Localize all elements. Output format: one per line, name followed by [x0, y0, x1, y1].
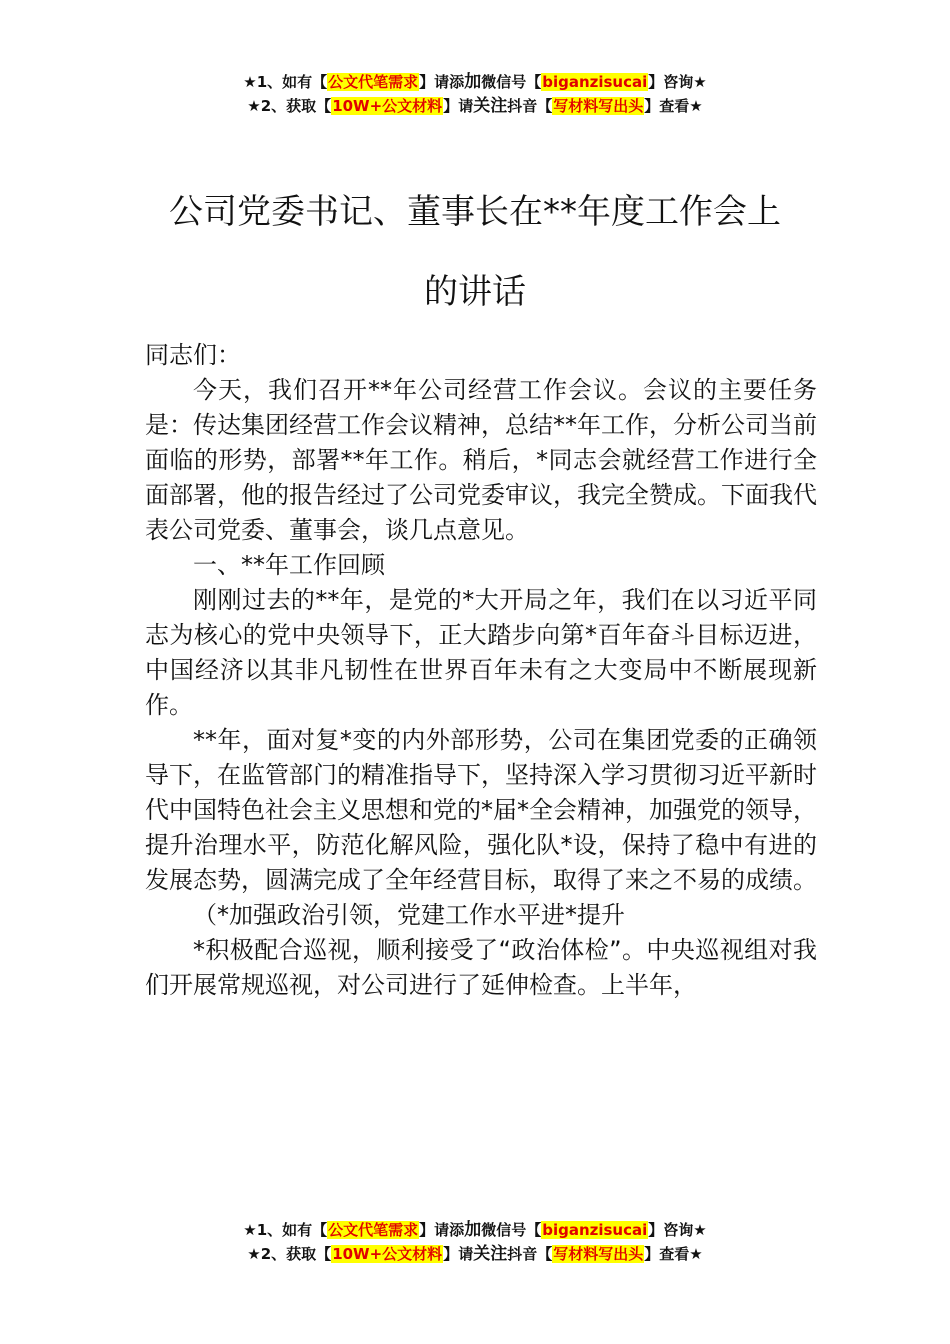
- banner-text: ★1、如有【: [243, 73, 328, 91]
- banner-text: 抖音【: [507, 97, 553, 115]
- banner-text: 】咨询★: [648, 1221, 707, 1239]
- banner-text: 】查看★: [644, 97, 703, 115]
- banner-text: ★2、获取【: [247, 1245, 332, 1263]
- paragraph: 刚刚过去的**年，是党的*大开局之年，我们在以习近平同志为核心的党中央领导下，正大踏步向第*百年奋斗目标迈进，中国经济以其非凡韧性在世界百年未有之大变局中不断展现新作。: [145, 586, 817, 719]
- document-title: [120, 172, 830, 332]
- banner-highlight: 公文代笔需求: [328, 1221, 419, 1239]
- banner-text: ★1、如有【: [243, 1221, 328, 1239]
- title-line-2: 的讲话: [424, 272, 526, 312]
- banner-highlight: 10W+公文材料: [332, 97, 443, 115]
- section-heading: 一、**年工作回顾: [193, 551, 385, 579]
- footer-banner: [0, 1218, 950, 1266]
- banner-highlight-douyin: 写材料写出头: [553, 97, 644, 115]
- banner-text: 】查看★: [644, 1245, 703, 1263]
- banner-text: 】请: [443, 97, 474, 115]
- banner-text: 】请: [443, 1245, 474, 1263]
- subsection-heading: （*加强政治引领，党建工作水平进*提升: [193, 901, 625, 929]
- banner-text: 微信号【: [481, 73, 542, 91]
- banner-line-1: [0, 70, 950, 94]
- banner-text: 抖音【: [507, 1245, 553, 1263]
- banner-highlight-wechat: biganzisucai: [542, 1221, 648, 1239]
- paragraph: **年，面对复*变的内外部形势，公司在集团党委的正确领导下，在监管部门的精准指导下，坚持深入学习贯彻习近平新时代中国特色社会主义思想和党的*届*全会精神，加强党的领导，提升治理水平，防范化解风险，强化队*设，保持了稳中有进的发展态势，圆满完成了全年经营目标，取得了来之不易的成绩。: [145, 726, 817, 894]
- salutation: 同志们：: [145, 341, 241, 369]
- paragraph: *积极配合巡视，顺利接受了“政治体检”。中央巡视组对我们开展常规巡视，对公司进行了延伸检查。上半年，: [145, 936, 817, 999]
- banner-highlight: 公文代笔需求: [328, 73, 419, 91]
- banner-text: 】请添: [419, 1221, 465, 1239]
- banner-text: 加: [464, 1220, 482, 1240]
- paragraph: 今天，我们召开**年公司经营工作会议。会议的主要任务是：传达集团经营工作会议精神，总结**年工作，分析公司当前面临的形势，部署**年工作。稍后，*同志会就经营工作进行全面部署，他的报告经过了公司党委审议，我完全赞成。下面我代表公司党委、董事会，谈几点意见。: [145, 376, 817, 544]
- title-line-1: 公司党委书记、董事长在**年度工作会上: [169, 192, 781, 232]
- banner-text: ★2、获取【: [247, 97, 332, 115]
- banner-text: 加: [464, 72, 482, 92]
- banner-text: 关注: [473, 96, 508, 116]
- banner-line-2: [0, 1242, 950, 1266]
- banner-highlight-douyin: 写材料写出头: [553, 1245, 644, 1263]
- banner-text: 】咨询★: [648, 73, 707, 91]
- banner-highlight: 10W+公文材料: [332, 1245, 443, 1263]
- banner-line-2: [0, 94, 950, 118]
- banner-text: 关注: [473, 1244, 508, 1264]
- banner-text: 】请添: [419, 73, 465, 91]
- document-body: [145, 338, 817, 1003]
- banner-highlight-wechat: biganzisucai: [542, 73, 648, 91]
- header-banner: [0, 70, 950, 118]
- banner-text: 微信号【: [481, 1221, 542, 1239]
- banner-line-1: [0, 1218, 950, 1242]
